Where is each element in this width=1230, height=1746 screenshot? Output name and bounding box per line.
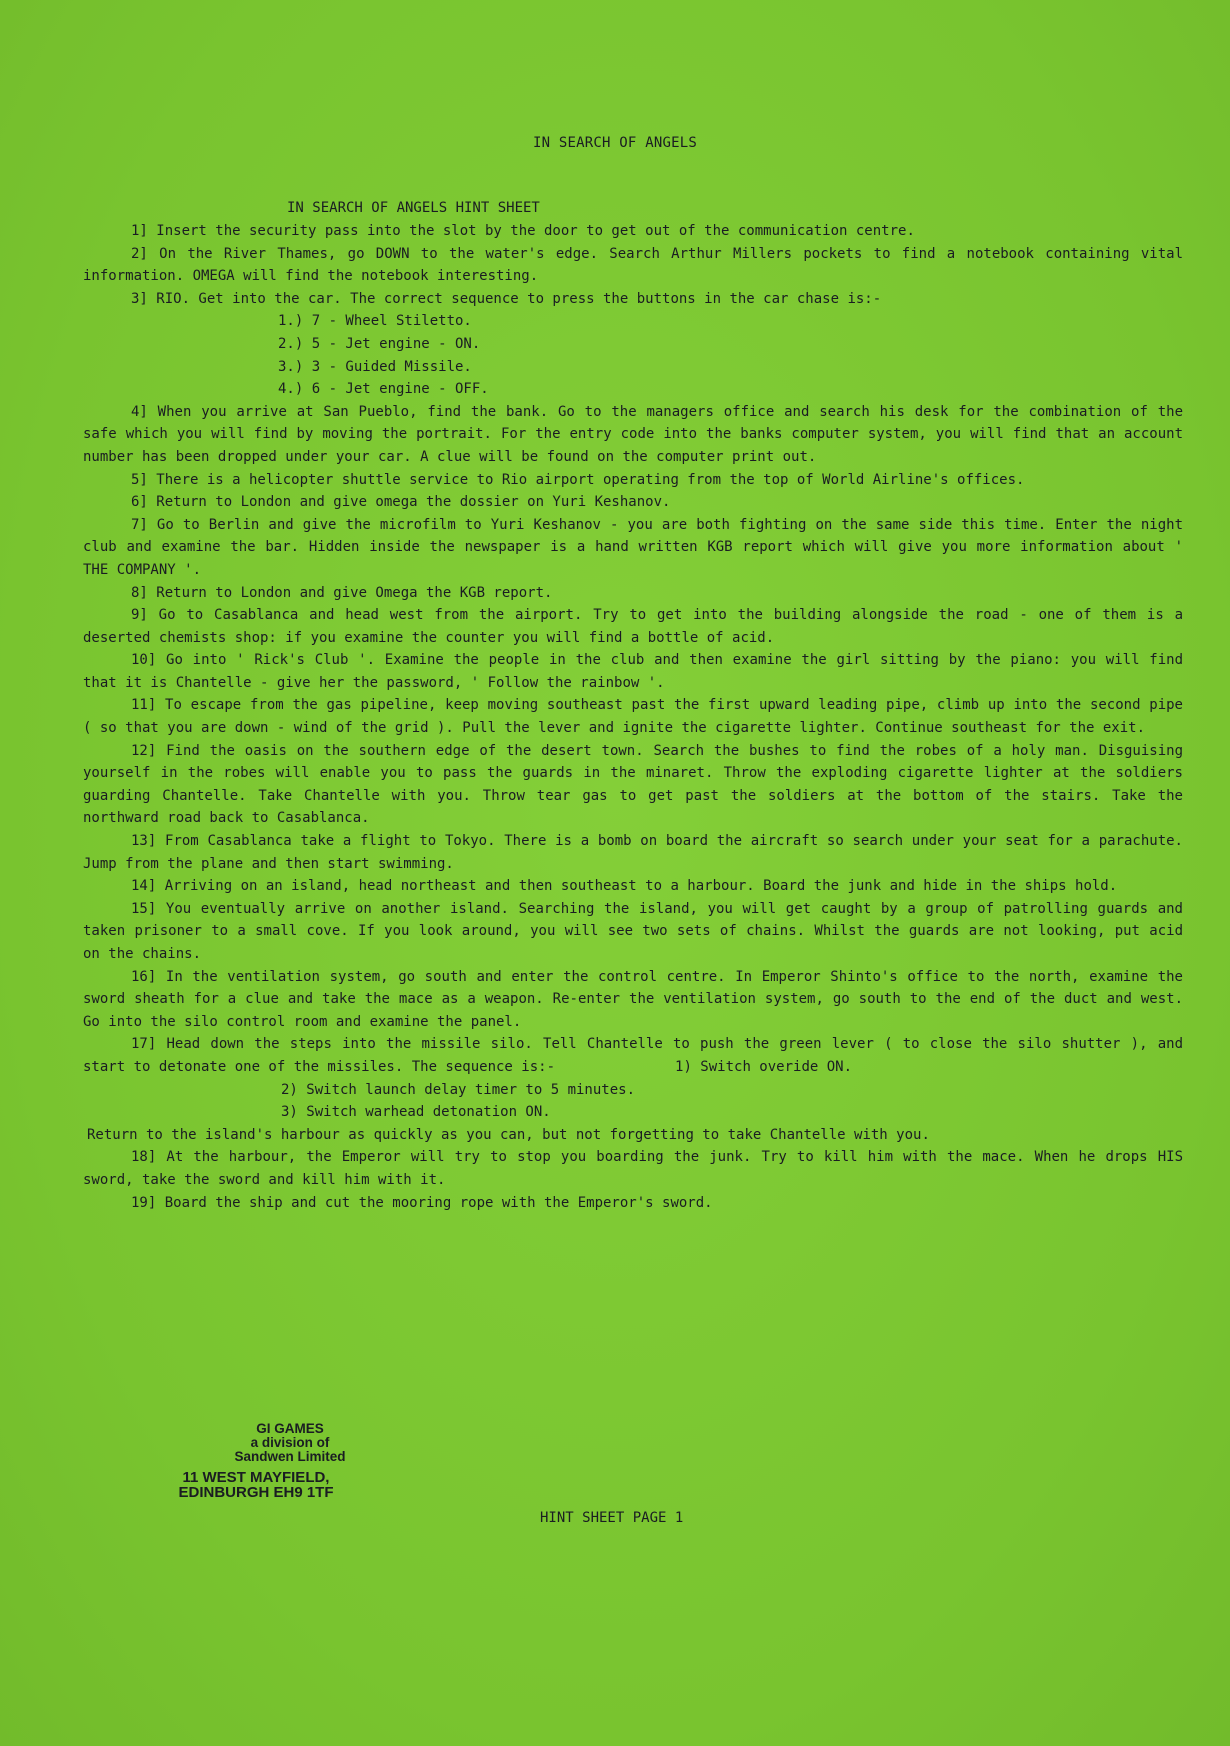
company-division: a division of xyxy=(250,1435,330,1450)
company-parent: Sandwen Limited xyxy=(234,1449,346,1464)
hint-item: 8] Return to London and give Omega the KGB report. xyxy=(131,584,553,601)
hint-item: 7] Go to Berlin and give the microfilm to Yuri Keshanov - you are both fighting on the same side this time. Enter the night club and examine the bar. Hidden inside the newspaper is a hand written KGB report which will give you more information about ' THE COMPANY '. xyxy=(83,516,1183,578)
hint-item: 14] Arriving on an island, head northeast and then southeast to a harbour. Board the junk and hide in the ships hold. xyxy=(131,878,1118,895)
hint-item: 4] When you arrive at San Pueblo, find the bank. Go to the managers office and search his desk for the combination of the safe which you will find by moving the portrait. For the entry code into the banks computer system, you will find that an account number has been dropped under your car. A clue will be found on the computer print out. xyxy=(83,403,1183,465)
page-number: HINT SHEET PAGE 1 xyxy=(540,1510,684,1526)
hint-item: 1] Insert the security pass into the slot by the door to get out of the communication centre. xyxy=(131,223,915,239)
address-city: EDINBURGH EH9 1TF xyxy=(178,1484,334,1501)
hint-sheet-title: IN SEARCH OF ANGELS HINT SHEET xyxy=(287,200,540,216)
hint-item: 6] Return to London and give omega the dossier on Yuri Keshanov. xyxy=(131,494,671,511)
hint-item: 11] To escape from the gas pipeline, keep moving southeast past the first upward leading pipe, climb up into the second pipe ( so that you are down - wind of the grid ). Pull the lever and ignite the cigarette lighter. Continue southeast for the exit. xyxy=(83,697,1183,737)
page-header-title: IN SEARCH OF ANGELS xyxy=(533,135,697,151)
hint-item: 10] Go into ' Rick's Club '. Examine the people in the club and then examine the girl sitting by the piano: you will find that it is Chantelle - give her the password, ' Follow the rainbow '. xyxy=(83,652,1183,691)
hint-item: 2] On the River Thames, go DOWN to the water's edge. Search Arthur Millers pockets to find a notebook containing vital information. OMEGA will find the notebook interesting. xyxy=(83,245,1183,285)
hint-item: 3] RIO. Get into the car. The correct sequence to press the buttons in the car chase is:- xyxy=(131,290,882,307)
address-street: 11 WEST MAYFIELD, xyxy=(182,1469,330,1486)
hint-item: 5] There is a helicopter shuttle service to Rio airport operating from the top of World Airline's offices. xyxy=(131,471,1025,488)
address-block xyxy=(156,1470,356,1500)
company-name: GI GAMES xyxy=(256,1421,324,1436)
hint-item: 19] Board the ship and cut the mooring rope with the Emperor's sword. xyxy=(131,1194,713,1211)
missile-sequence-step: 2) Switch launch delay timer to 5 minutes. xyxy=(281,1081,636,1098)
car-sequence-step: 2.) 5 - Jet engine - ON. xyxy=(278,335,481,352)
hint-item: 13] From Casablanca take a flight to Tokyo. There is a bomb on board the aircraft so search under your seat for a parachute. Jump from the plane and then start swimming. xyxy=(83,833,1183,872)
hint-list xyxy=(83,220,1183,1214)
hint-item: 9] Go to Casablanca and head west from the airport. Try to get into the building alongside the road - one of them is a deserted chemists shop: if you examine the counter you will find a bottle of acid. xyxy=(83,607,1183,646)
hint-17-text: 17] Head down the steps into the missile silo. Tell Chantelle to push the green lever ( to close the silo shutter ), and start to detonate one of the missiles. The sequence is:- xyxy=(83,1036,1183,1075)
car-sequence-step: 1.) 7 - Wheel Stiletto. xyxy=(278,313,472,330)
car-sequence-step: 3.) 3 - Guided Missile. xyxy=(278,358,472,375)
return-note: Return to the island's harbour as quickly as you can, but not forgetting to take Chantelle with you. xyxy=(87,1126,930,1143)
missile-sequence-step: 1) Switch overide ON. xyxy=(675,1058,853,1075)
car-sequence-step: 4.) 6 - Jet engine - OFF. xyxy=(278,381,489,398)
hint-item: 18] At the harbour, the Emperor will try to stop you boarding the junk. Try to kill him with the mace. When he drops HIS sword, take the sword and kill him with it. xyxy=(83,1149,1183,1188)
missile-sequence-step: 3) Switch warhead detonation ON. xyxy=(281,1104,551,1121)
hint-item: 12] Find the oasis on the southern edge of the desert town. Search the bushes to find the robes of a holy man. Disguising yourself in the robes will enable you to pass the guards in the minaret. Throw the exploding cigarette lighter at the soldiers guarding Chantelle. Take Chantelle with you. Throw tear gas to get past the soldiers at the bottom of the stairs. Take the northward road back to Casablanca. xyxy=(83,742,1183,827)
hint-item-17 xyxy=(83,1033,1183,1078)
company-block xyxy=(210,1422,370,1464)
hint-item: 15] You eventually arrive on another island. Searching the island, you will get caught by a group of patrolling guards and taken prisoner to a small cove. If you look around, you will see two sets of chains. Whilst the guards are not looking, put acid on the chains. xyxy=(83,900,1183,962)
hint-item: 16] In the ventilation system, go south and enter the control centre. In Emperor Shinto's office to the north, examine the sword sheath for a clue and take the mace as a weapon. Re-enter the ventilation system, go south to the end of the duct and west. Go into the silo control room and examine the panel. xyxy=(83,968,1183,1030)
